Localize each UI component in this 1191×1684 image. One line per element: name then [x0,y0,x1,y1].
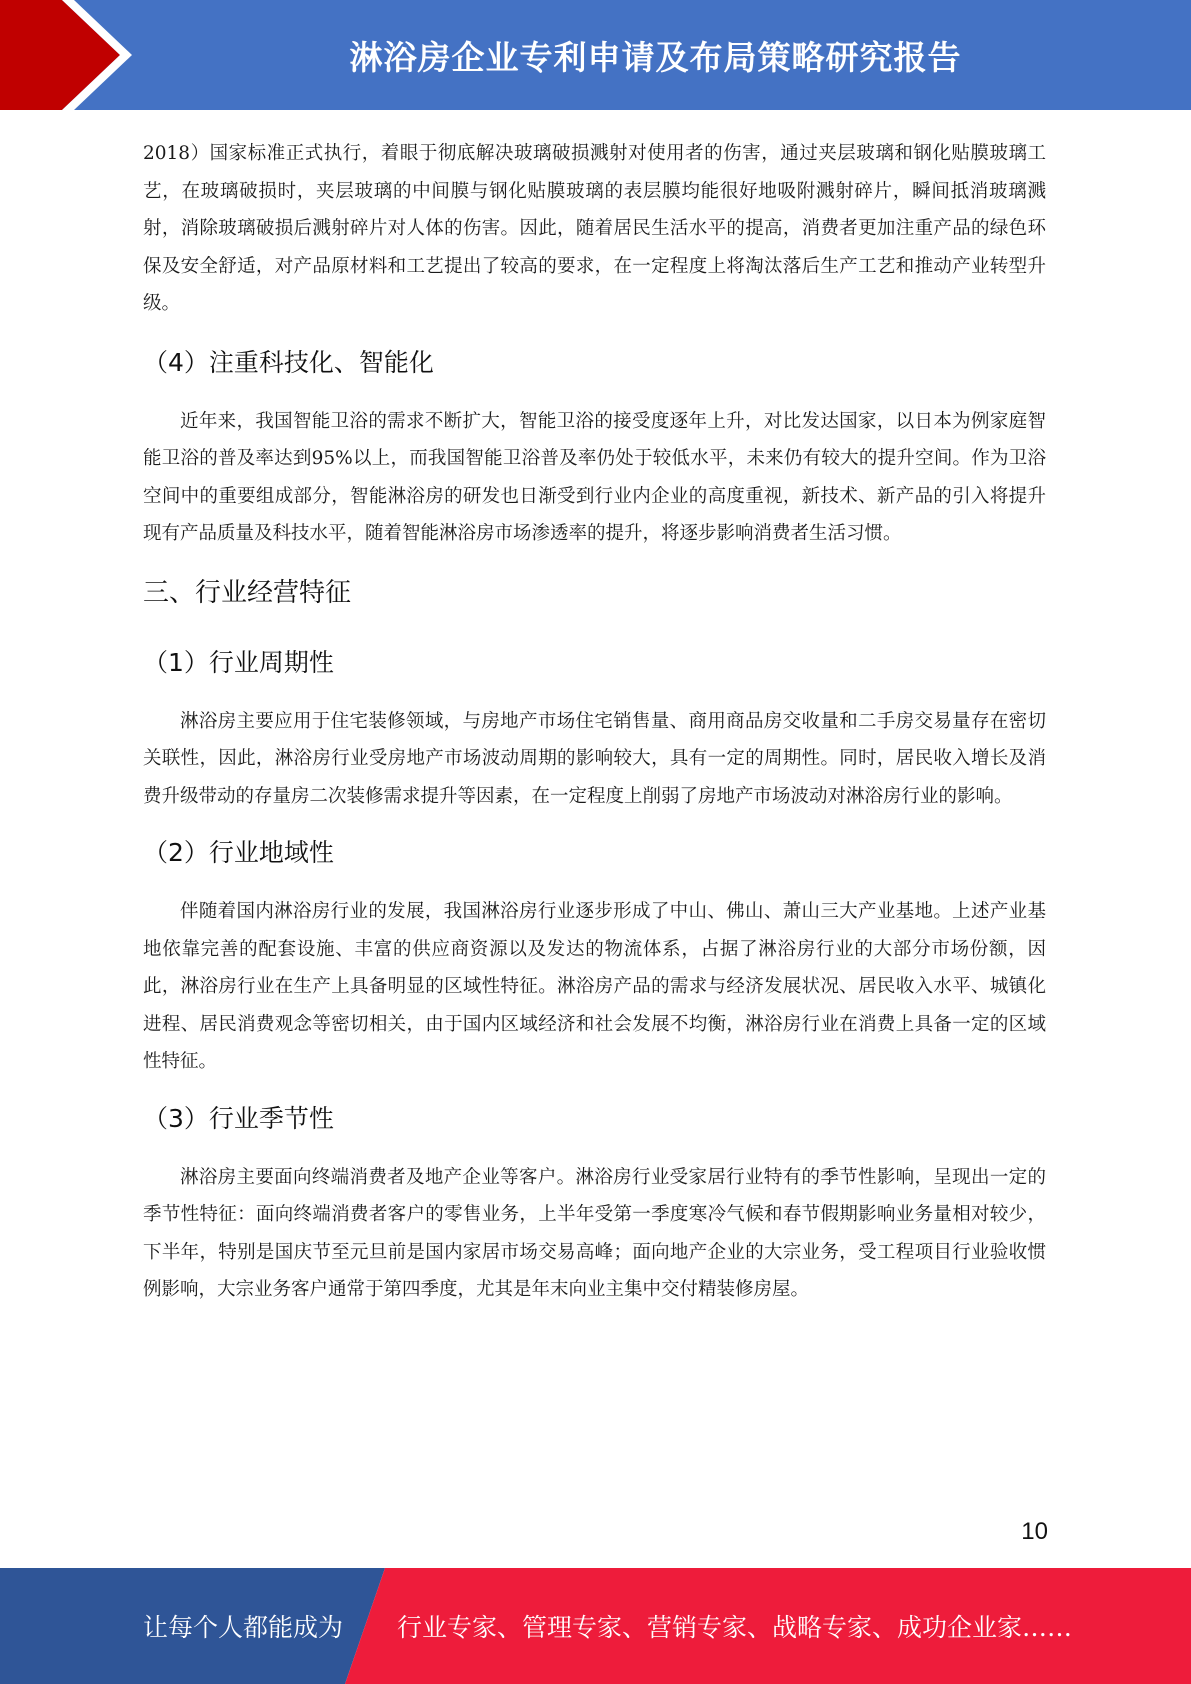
paragraph-cyclicality: 淋浴房主要应用于住宅装修领域，与房地产市场住宅销售量、商用商品房交收量和二手房交易量存在密切关联性，因此，淋浴房行业受房地产市场波动周期的影响较大，具有一定的周期性。同时，居民收入增长及消费升级带动的存量房二次装修需求提升等因素，在一定程度上削弱了房地产市场波动对淋浴房行业的影响。 [143,710,1046,807]
heading-cyclicality: （1）行业周期性 [143,647,334,677]
footer-slogan-left: 让每个人都能成为 [143,1613,344,1642]
footer-slogan-right: 行业专家、管理专家、营销专家、战略专家、成功企业家…… [397,1613,1073,1642]
page-footer [0,1568,1191,1684]
document-body [143,135,1046,1309]
section-heading-operation: 三、行业经营特征 [143,577,352,608]
heading-regionality: （2）行业地域性 [143,838,334,867]
paragraph-regionality: 伴随着国内淋浴房行业的发展，我国淋浴房行业逐步形成了中山、佛山、萧山三大产业基地。上述产业基地依靠完善的配套设施、丰富的供应商资源以及发达的物流体系，占据了淋浴房行业的大部分市场份额，因此，淋浴房行业在生产上具备明显的区域性特征。淋浴房产品的需求与经济发展状况、居民收入水平、城镇化进程、居民消费观念等密切相关，由于国内区域经济和社会发展不均衡，淋浴房行业在消费上具备一定的区域性特征。 [143,901,1046,1072]
heading-tech-smart: （4）注重科技化、智能化 [143,347,434,377]
heading-seasonality: （3）行业季节性 [143,1103,334,1133]
paragraph-seasonality: 淋浴房主要面向终端消费者及地产企业等客户。淋浴房行业受家居行业特有的季节性影响，呈现出一定的季节性特征：面向终端消费者客户的零售业务，上半年受第一季度寒冷气候和春节假期影响业务量相对较少，下半年，特别是国庆节至元旦前是国内家居市场交易高峰；面向地产企业的大宗业务，受工程项目行业验收惯例影响，大宗业务客户通常于第四季度，尤其是年末向业主集中交付精装修房屋。 [143,1166,1046,1300]
report-title: 淋浴房企业专利申请及布局策略研究报告 [349,37,962,77]
page-number: 10 [1021,1518,1048,1545]
paragraph-intro: 2018）国家标准正式执行，着眼于彻底解决玻璃破损溅射对使用者的伤害，通过夹层玻璃和钢化贴膜玻璃工艺，在玻璃破损时，夹层玻璃的中间膜与钢化贴膜玻璃的表层膜均能很好地吸附溅射碎片，瞬间抵消玻璃溅射，消除玻璃破损后溅射碎片对人体的伤害。因此，随着居民生活水平的提高，消费者更加注重产品的绿色环保及安全舒适，对产品原材料和工艺提出了较高的要求，在一定程度上将淘汰落后生产工艺和推动产业转型升级。 [143,143,1046,314]
paragraph-tech-smart: 近年来，我国智能卫浴的需求不断扩大，智能卫浴的接受度逐年上升，对比发达国家，以日本为例家庭智能卫浴的普及率达到95%以上，而我国智能卫浴普及率仍处于较低水平，未来仍有较大的提升空间。作为卫浴空间中的重要组成部分，智能淋浴房的研发也日渐受到行业内企业的高度重视，新技术、新产品的引入将提升现有产品质量及科技水平，随着智能淋浴房市场渗透率的提升，将逐步影响消费者生活习惯。 [143,410,1046,544]
page-header [0,0,1191,110]
header-chevron-decoration [0,0,150,110]
